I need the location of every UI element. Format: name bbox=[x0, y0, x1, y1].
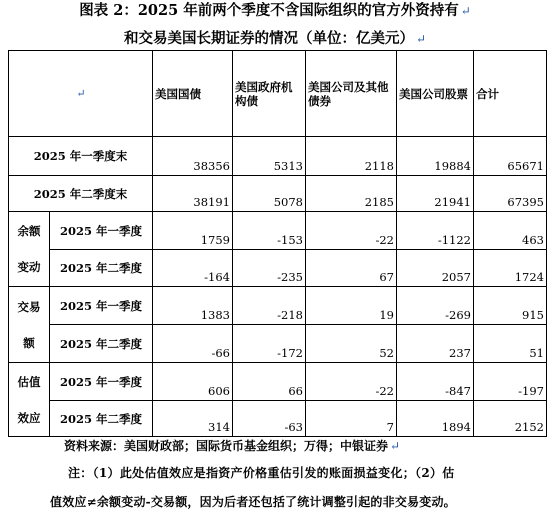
table-row bbox=[9, 401, 547, 437]
table-row bbox=[9, 212, 547, 250]
cell-value: -66 bbox=[153, 325, 233, 363]
row-label: 2025 年一季度 bbox=[50, 287, 153, 325]
cell-value: 1759 bbox=[153, 212, 233, 250]
cell-value: 51 bbox=[474, 325, 547, 363]
cell-value: 2118 bbox=[306, 137, 397, 176]
group-label-valuation bbox=[9, 363, 50, 437]
table-row bbox=[9, 250, 547, 287]
group-label-part: 效应 bbox=[17, 410, 41, 425]
cell-value: -63 bbox=[233, 401, 306, 437]
cell-value: 19 bbox=[306, 287, 397, 325]
cell-value: -269 bbox=[397, 287, 474, 325]
cell-value: 66 bbox=[233, 363, 306, 401]
group-label-part: 余额 bbox=[17, 224, 41, 238]
corner-cell bbox=[9, 51, 153, 137]
row-label: 2025 年二季度末 bbox=[9, 176, 153, 212]
table-row bbox=[9, 363, 547, 401]
cell-value: 38191 bbox=[153, 176, 233, 212]
source-note bbox=[64, 437, 550, 454]
cell-value: -164 bbox=[153, 250, 233, 287]
cell-value: 1894 bbox=[397, 401, 474, 437]
header-treasury: 美国国债 bbox=[153, 51, 233, 137]
group-label-transactions bbox=[9, 287, 50, 363]
row-label: 2025 年一季度 bbox=[50, 363, 153, 401]
cell-value: -218 bbox=[233, 287, 306, 325]
group-label-balance-change bbox=[9, 212, 50, 287]
paragraph-mark-icon: ↵ bbox=[76, 86, 86, 100]
row-label: 2025 年二季度 bbox=[50, 325, 153, 363]
holdings-table bbox=[8, 50, 547, 437]
title-line-1 bbox=[0, 2, 550, 20]
title-line-2 bbox=[0, 30, 550, 48]
cell-value: -197 bbox=[474, 363, 547, 401]
table-row bbox=[9, 137, 547, 176]
cell-value: 67395 bbox=[474, 176, 547, 212]
row-label: 2025 年二季度 bbox=[50, 401, 153, 437]
cell-value: 7 bbox=[306, 401, 397, 437]
cell-value: 2185 bbox=[306, 176, 397, 212]
cell-value: 19884 bbox=[397, 137, 474, 176]
cell-value: -22 bbox=[306, 212, 397, 250]
paragraph-mark-icon: ↵ bbox=[460, 4, 471, 18]
cell-value: 52 bbox=[306, 325, 397, 363]
group-label-part: 交易 bbox=[17, 299, 41, 314]
table-row bbox=[9, 287, 547, 325]
header-agency: 美国政府机构债 bbox=[233, 51, 306, 137]
cell-value: 5078 bbox=[233, 176, 306, 212]
table-row bbox=[9, 325, 547, 363]
cell-value: 915 bbox=[474, 287, 547, 325]
header-corporate-bonds: 美国公司及其他债券 bbox=[306, 51, 397, 137]
cell-value: 65671 bbox=[474, 137, 547, 176]
cell-value: 38356 bbox=[153, 137, 233, 176]
cell-value: 463 bbox=[474, 212, 547, 250]
cell-value: 21941 bbox=[397, 176, 474, 212]
table-row bbox=[9, 176, 547, 212]
cell-value: 5313 bbox=[233, 137, 306, 176]
group-label-part: 估值 bbox=[17, 374, 41, 389]
cell-value: -1122 bbox=[397, 212, 474, 250]
paragraph-mark-icon: ↵ bbox=[390, 439, 401, 453]
cell-value: -172 bbox=[233, 325, 306, 363]
table-header-row bbox=[9, 51, 547, 137]
header-equities: 美国公司股票 bbox=[397, 51, 474, 137]
cell-value: -847 bbox=[397, 363, 474, 401]
cell-value: 2057 bbox=[397, 250, 474, 287]
cell-value: -153 bbox=[233, 212, 306, 250]
cell-value: -22 bbox=[306, 363, 397, 401]
cell-value: 2152 bbox=[474, 401, 547, 437]
title-line-2-text: 和交易美国长期证券的情况（单位：亿美元） bbox=[123, 30, 414, 47]
group-label-part: 变动 bbox=[17, 260, 41, 274]
row-label: 2025 年一季度 bbox=[50, 212, 153, 250]
cell-value: 237 bbox=[397, 325, 474, 363]
paragraph-mark-icon: ↵ bbox=[415, 32, 427, 46]
cell-value: 1724 bbox=[474, 250, 547, 287]
title-line-1-text: 图表 2：2025 年前两个季度不含国际组织的官方外资持有 bbox=[79, 2, 459, 19]
source-text: 资料来源：美国财政部；国际货币基金组织；万得；中银证券 bbox=[64, 439, 389, 453]
row-label: 2025 年二季度 bbox=[50, 250, 153, 287]
header-total: 合计 bbox=[474, 51, 547, 137]
cell-value: 606 bbox=[153, 363, 233, 401]
cell-value: 314 bbox=[153, 401, 233, 437]
group-label-part: 额 bbox=[23, 335, 35, 350]
row-label: 2025 年一季度末 bbox=[9, 137, 153, 176]
cell-value: 1383 bbox=[153, 287, 233, 325]
cell-value: 67 bbox=[306, 250, 397, 287]
note-line-1: 注：（1）此处估值效应是指资产价格重估引发的账面损益变化；（2）估 bbox=[68, 466, 455, 480]
note-line-2: 值效应≠余额变动-交易额，因为后者还包括了统计调整引起的非交易变动。 bbox=[50, 495, 456, 509]
cell-value: -235 bbox=[233, 250, 306, 287]
